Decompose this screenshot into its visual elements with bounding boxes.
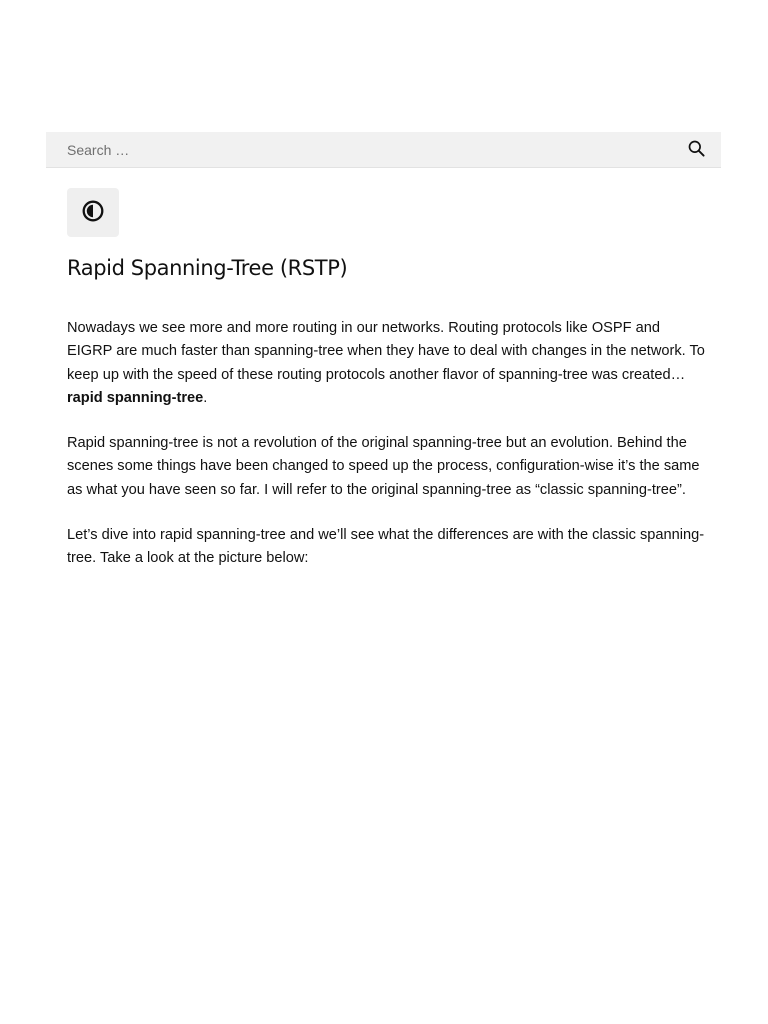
search-button[interactable]: [671, 132, 721, 167]
search-input[interactable]: [46, 132, 671, 167]
page-title: Rapid Spanning-Tree (RSTP): [67, 256, 348, 280]
contrast-toggle-button[interactable]: [67, 188, 119, 237]
search-icon: [688, 140, 705, 160]
paragraph-1-bold: rapid spanning-tree: [67, 389, 204, 406]
article: [67, 250, 707, 571]
article-paragraph-1: [67, 317, 707, 410]
article-paragraph-3: Let’s dive into rapid spanning-tree and we’ll see what the differences are with the classic spanning-tree. Take a look at the picture below:: [67, 527, 705, 567]
paragraph-1-text: Nowadays we see more and more routing in our networks. Routing protocols like OSPF and EIGRP are much faster than spanning-tree when they have to deal with changes in the network. To keep up with the speed of these routing protocols another flavor of spanning-tree was created…: [67, 320, 705, 383]
paragraph-1-end: .: [203, 389, 208, 406]
contrast-toggle-icon: [81, 199, 105, 226]
article-paragraph-2: Rapid spanning-tree is not a revolution of the original spanning-tree but an evolution. Behind the scenes some things have been changed to speed up the process, configuration-wise it’s the same as what you have seen so far. I will refer to the original spanning-tree as “classic spanning-tree”.: [67, 435, 700, 498]
search-form: [46, 132, 721, 168]
